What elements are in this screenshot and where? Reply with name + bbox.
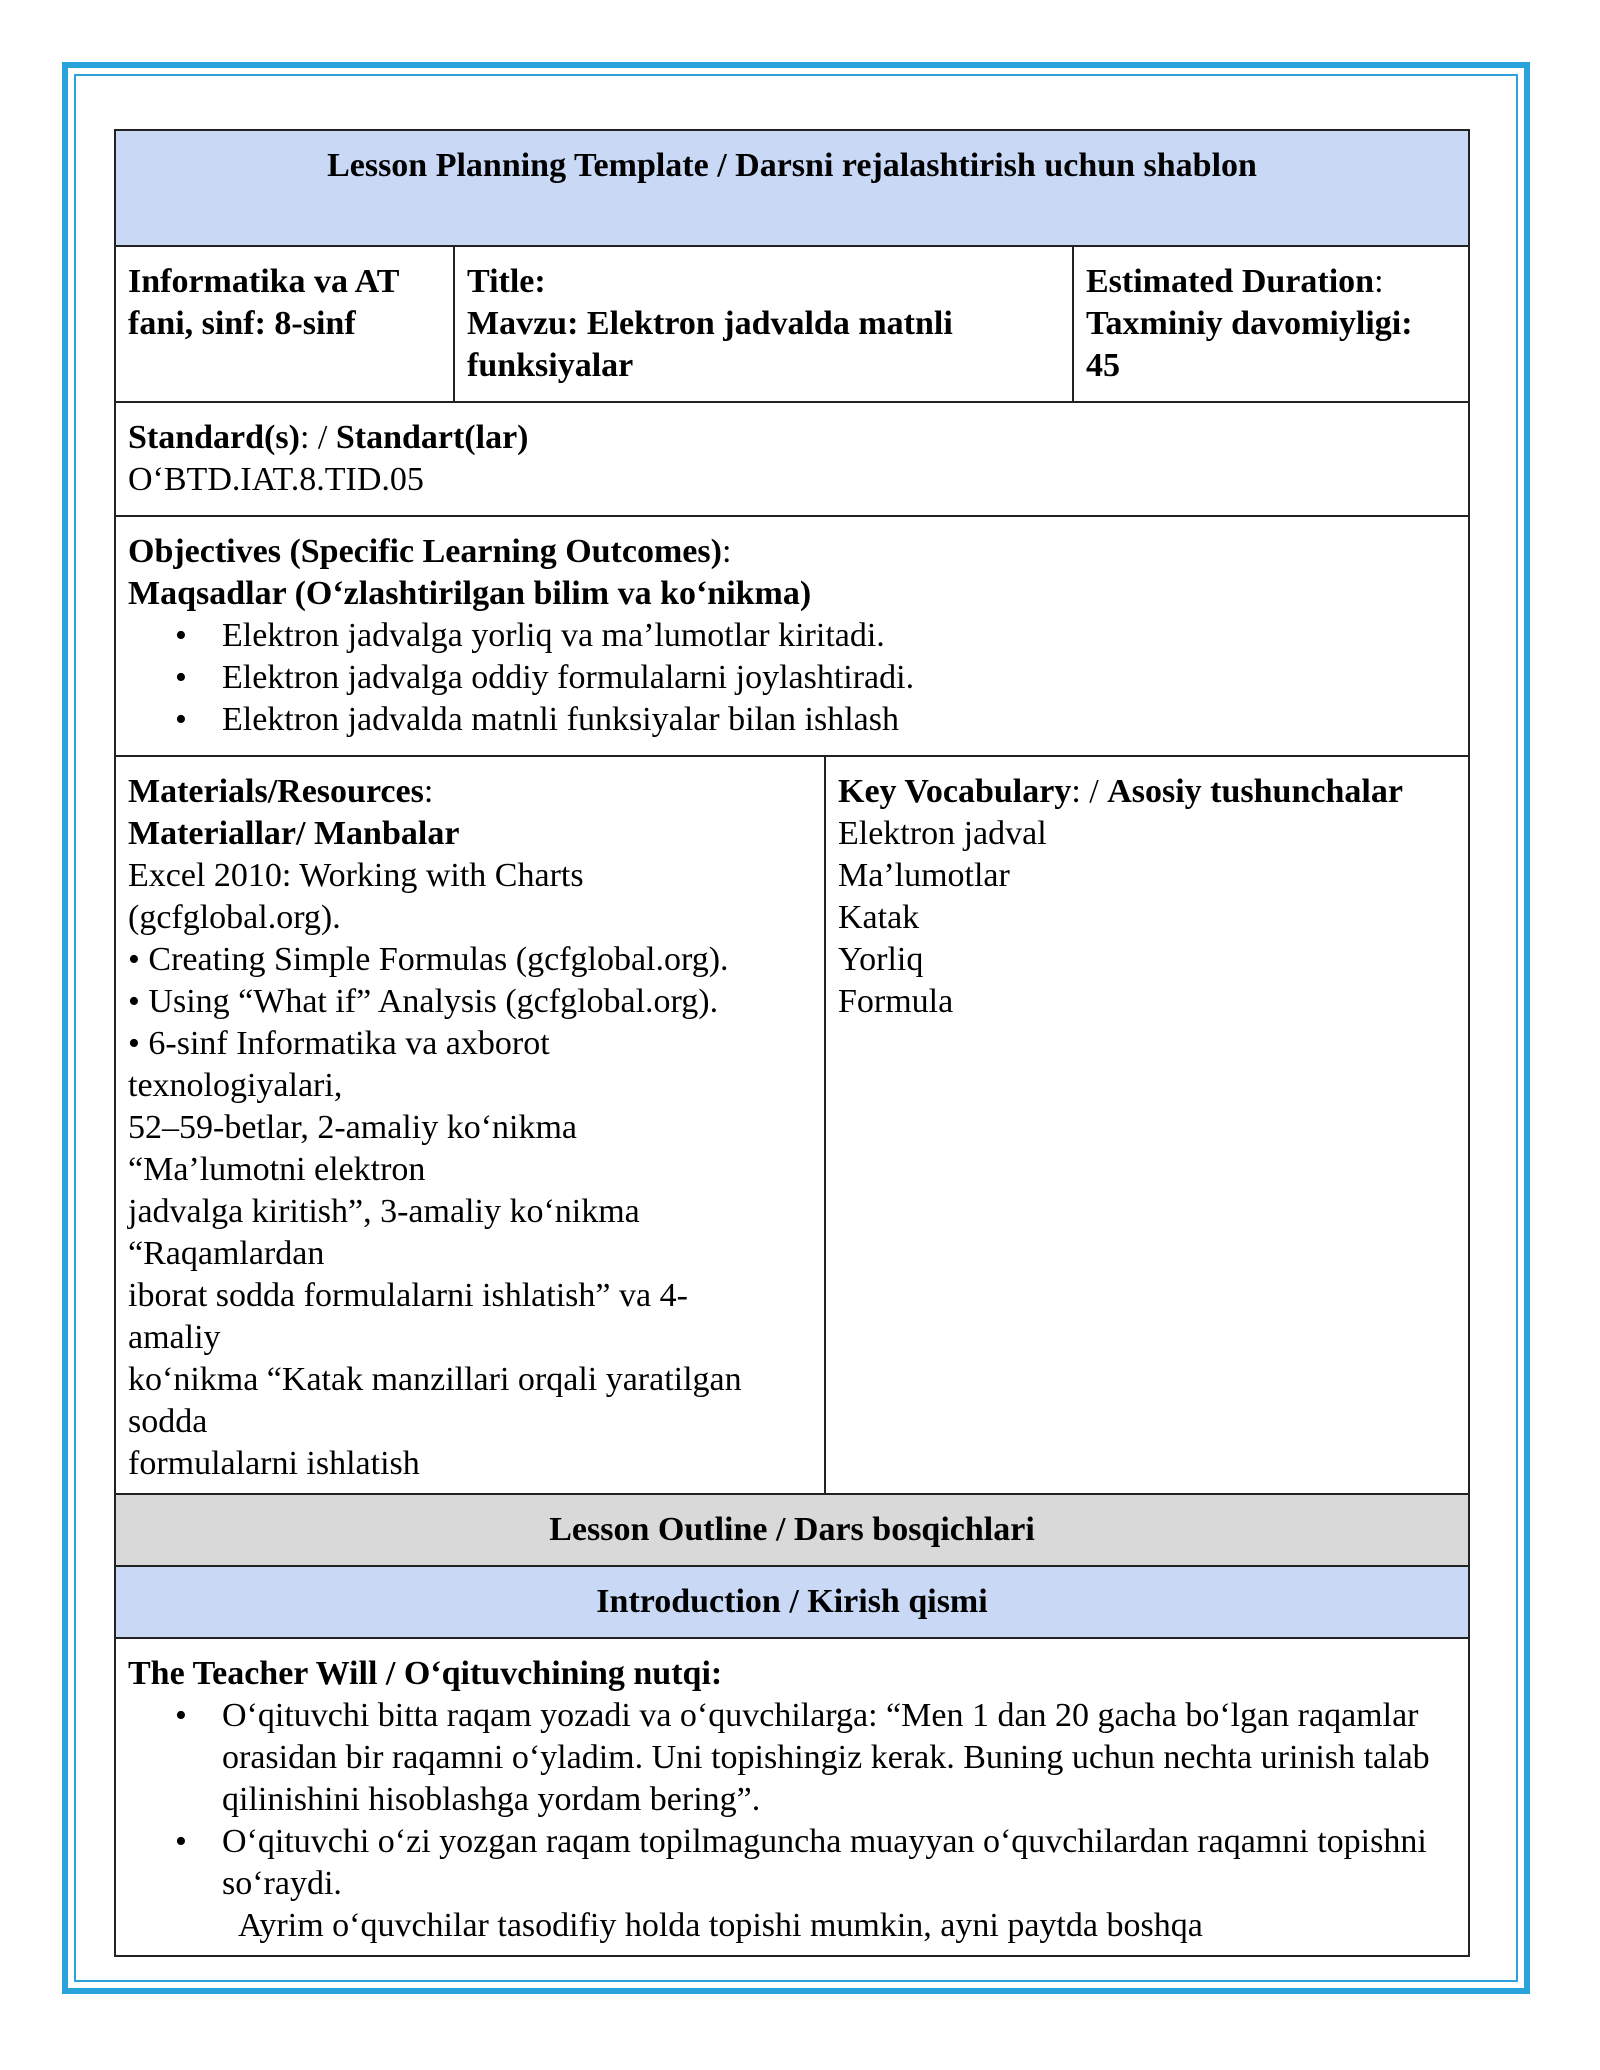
teacher-item: • O‘qituvchi o‘zi yozgan raqam topilmaguncha muayyan o‘quvchilardan raqamni topishni so‘raydi. bbox=[222, 1821, 1456, 1905]
material-line: jadvalga kiritish”, 3-amaliy ko‘nikma bbox=[128, 1193, 640, 1230]
objectives-list bbox=[128, 615, 1456, 741]
objectives-label: Objectives (Specific Learning Outcomes) bbox=[128, 533, 722, 570]
objective-item: • Elektron jadvalga oddiy formulalarni joylashtiradi. bbox=[222, 657, 1456, 699]
material-line: ko‘nikma “Katak manzillari orqali yaratilgan bbox=[128, 1361, 742, 1398]
standards-sep: : / bbox=[299, 419, 336, 456]
objective-item: • Elektron jadvalda matnli funksiyalar bilan ishlash bbox=[222, 699, 1456, 741]
standards-label: Standard(s) bbox=[128, 419, 300, 456]
materials-label: Materials/Resources bbox=[128, 773, 424, 810]
material-line: 52–59-betlar, 2-amaliy ko‘nikma bbox=[128, 1109, 578, 1146]
objectives-row bbox=[115, 516, 1469, 756]
standard-code: O‘BTD.IAT.8.TID.05 bbox=[128, 461, 424, 498]
vocabulary-label-uz: Asosiy tushunchalar bbox=[1107, 773, 1403, 810]
teacher-item: • O‘qituvchi bitta raqam yozadi va o‘quvchilarga: “Men 1 dan 20 gacha bo‘lgan raqamlar orasidan bir raqamni o‘yladim. Uni topishingiz kerak. Buning uchun nechta urinish talab qilinishini hisoblashga yordam bering”. bbox=[222, 1695, 1456, 1821]
material-line: sodda bbox=[128, 1403, 208, 1440]
objectives-label-uz: Maqsadlar (O‘zlashtirilgan bilim va ko‘nikma) bbox=[128, 575, 812, 612]
objective-item: • Elektron jadvalga yorliq va ma’lumotlar kiritadi. bbox=[222, 615, 1456, 657]
vocabulary-sep: : / bbox=[1071, 773, 1108, 810]
vocabulary-item: Yorliq bbox=[838, 941, 924, 978]
teacher-continuation: Ayrim o‘quvchilar tasodifiy holda topishi mumkin, ayni paytda boshqa bbox=[238, 1907, 1203, 1944]
duration-label: Estimated Duration bbox=[1086, 263, 1375, 300]
standards-label-uz: Standart(lar) bbox=[335, 419, 529, 456]
outline-row bbox=[115, 1494, 1469, 1566]
material-line: “Ma’lumotni elektron bbox=[128, 1151, 426, 1188]
info-row bbox=[115, 246, 1469, 402]
material-line: Excel 2010: Working with Charts bbox=[128, 857, 584, 894]
material-line: iborat sodda formulalarni ishlatish” va 4- bbox=[128, 1277, 688, 1314]
material-line: amaliy bbox=[128, 1319, 221, 1356]
material-line: • Creating Simple Formulas (gcfglobal.org). bbox=[128, 941, 729, 978]
vocabulary-item: Ma’lumotlar bbox=[838, 857, 1010, 894]
header-row bbox=[115, 130, 1469, 246]
subject-line: Informatika va AT bbox=[128, 263, 400, 300]
teacher-label: The Teacher Will / O‘qituvchining nutqi: bbox=[128, 1655, 723, 1692]
materials-vocab-row bbox=[115, 756, 1469, 1494]
objectives-colon: : bbox=[721, 533, 732, 570]
duration-cell bbox=[1073, 246, 1469, 402]
objectives-cell bbox=[115, 516, 1469, 756]
standards-cell bbox=[115, 402, 1469, 516]
duration-colon: : bbox=[1374, 263, 1384, 300]
introduction-heading: Introduction / Kirish qismi bbox=[115, 1566, 1469, 1638]
topic-cell bbox=[454, 246, 1073, 402]
material-line: • 6-sinf Informatika va axborot bbox=[128, 1025, 550, 1062]
title-label: Title: bbox=[467, 263, 546, 300]
teacher-list bbox=[128, 1695, 1456, 1905]
material-line: • Using “What if” Analysis (gcfglobal.org). bbox=[128, 983, 719, 1020]
topic-line: Mavzu: Elektron jadvalda matnli bbox=[467, 305, 953, 342]
teacher-cell bbox=[115, 1638, 1469, 1956]
vocabulary-item: Katak bbox=[838, 899, 920, 936]
vocabulary-label: Key Vocabulary bbox=[838, 773, 1072, 810]
subject-cell bbox=[115, 246, 454, 402]
lesson-plan-table bbox=[114, 129, 1470, 1957]
grade-line: fani, sinf: 8-sinf bbox=[128, 305, 356, 342]
material-line: texnologiyalari, bbox=[128, 1067, 343, 1104]
material-line: “Raqamlardan bbox=[128, 1235, 325, 1272]
standards-row bbox=[115, 402, 1469, 516]
topic-line-cont: funksiyalar bbox=[467, 347, 634, 384]
teacher-row bbox=[115, 1638, 1469, 1956]
materials-colon: : bbox=[423, 773, 434, 810]
materials-label-uz: Materiallar/ Manbalar bbox=[128, 815, 460, 852]
introduction-row bbox=[115, 1566, 1469, 1638]
material-line: formulalarni ishlatish bbox=[128, 1445, 420, 1482]
duration-label-uz: Taxminiy davomiyligi: bbox=[1086, 305, 1413, 342]
material-line: (gcfglobal.org). bbox=[128, 899, 341, 936]
outline-heading: Lesson Outline / Dars bosqichlari bbox=[115, 1494, 1469, 1566]
vocabulary-item: Elektron jadval bbox=[838, 815, 1047, 852]
vocabulary-item: Formula bbox=[838, 983, 954, 1020]
vocabulary-cell bbox=[825, 756, 1469, 1494]
template-title: Lesson Planning Template / Darsni rejalashtirish uchun shablon bbox=[115, 130, 1469, 246]
duration-value: 45 bbox=[1086, 347, 1120, 384]
materials-cell bbox=[115, 756, 825, 1494]
